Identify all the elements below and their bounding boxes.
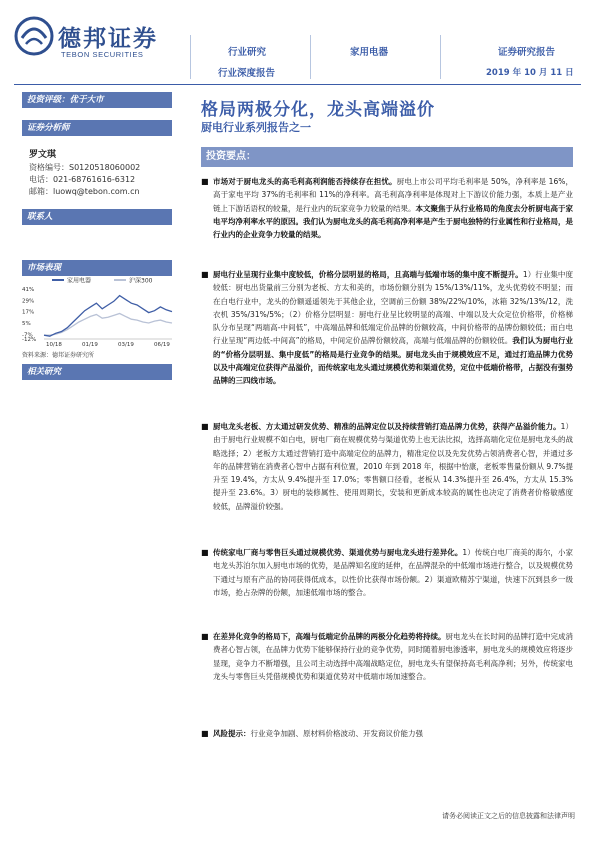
analyst-phone: 电话：021-68761616-6312 <box>29 175 136 184</box>
series-line <box>44 296 172 337</box>
x-tick-label: 03/19 <box>118 342 134 347</box>
key-points-header: 投资要点： <box>201 147 573 167</box>
key-point-bold: 在差异化竞争的格局下，高端与低端定价品牌的两极分化趋势将持续。 <box>213 632 446 641</box>
key-point-1 <box>201 175 573 241</box>
y-tick-label: 41% <box>22 287 35 293</box>
key-point-2 <box>201 268 573 388</box>
key-point-bold: 厨电龙头老板、方太通过研发优势、精准的品牌定位以及持续营销打造品牌力优势，获得产品溢价能力。 <box>213 422 561 431</box>
risk-label: 风险提示： <box>213 729 251 738</box>
y-tick-label: 17% <box>22 309 35 316</box>
y-tick-label: -12% <box>22 337 37 343</box>
chart-source: 资料来源：德邦证券研究所 <box>22 352 95 359</box>
bullet-icon: ■ <box>201 729 209 738</box>
key-point-bold: 厨电行业呈现行业集中度较低，价格分层明显的格局，且高端与低端市场的集中度不断提升。 <box>213 270 523 279</box>
bullet-icon: ■ <box>201 632 209 641</box>
market-performance-chart <box>22 275 177 347</box>
x-tick-label: 10/18 <box>46 342 62 347</box>
key-point-4 <box>201 546 573 599</box>
investment-rating: 投资评级：优于大市 <box>22 92 172 108</box>
header-separator <box>440 35 441 79</box>
report-category: 行业研究 <box>228 47 267 58</box>
series-line <box>44 314 172 336</box>
key-point-bold: 传统家电厂商与零售巨头通过规模优势、渠道优势与厨电龙头进行差异化。 <box>213 548 463 557</box>
y-tick-label: -7% <box>22 332 33 339</box>
key-point-bold: 本文聚焦于从行业格局的角度去分析厨电高于家电平均净利率水平的原因。我们认为厨电龙头的高毛利高净利率是产生于厨电独特的行业属性和行业格局，是行业内的企业竞争力较量的结果。 <box>213 203 573 240</box>
logo-english-text: TEBON SECURITIES <box>61 50 144 59</box>
bullet-icon: ■ <box>201 177 209 186</box>
y-tick-label: 5% <box>22 320 31 327</box>
analyst-email[interactable]: 邮箱：luowq@tebon.com.cn <box>29 187 140 196</box>
logo-chinese-text: 德邦证券 <box>58 25 158 52</box>
report-title: 格局两极分化，龙头高端溢价 <box>201 100 435 120</box>
related-research-header: 相关研究 <box>22 364 172 380</box>
market-section-header: 市场表现 <box>22 260 172 276</box>
key-point-text: 1）传统白电厂商美的海尔，小家电龙头苏泊尔加入厨电市场的优势，是品牌知名度的延伸，在品牌混杂的中低端市场进行整合，以及规模优势下通过与原有产品的协同获得低成本，以性价比获得市场份额。2）渠道欧精苏宁渠道，快速下沉到县乡一级市场，抢占杂牌的份额，加速低端市场的整合。 <box>213 548 574 597</box>
x-tick-label: 01/19 <box>82 342 98 347</box>
key-point-3 <box>201 420 573 513</box>
key-point-text: 厨电上市公司平均毛利率是 50%，净利率是 16%，高于家电平均 37%的毛利率和 11%的净利率。高毛利高净利率是体现对上下游议价能力强，本质上是产业链上下游话语权的较量，是行业内的玩家竞争力较量的结果。 <box>213 177 574 213</box>
key-point-text: 1）由于厨电行业规模不如白电，厨电厂商在规模优势与渠道优势上也无法比拟，选择高端化定位是厨电龙头的战略选择；2）老板方太通过营销打造中高端定位的品牌力，精准定位以及先发优势占领消费者心智，并通过多年的品牌营销在消费者心智中占据有利位置，2010 年到 2018 年，根据中怡康，老板零售量份额从 9.7%提升至 19.4%，方太从 9.4%提升至 17.0%；零售额口径看，老板从 14.3%提升至 26.4%，方太从 15.3%提升至 23.6%。3）厨电的装修属性、使用周期长，安装和更新成本较高的属性也决定了消费者价格敏感度较低，品牌溢价较强。 <box>213 422 574 511</box>
report-date: 2019 年 10 月 11 日 <box>486 68 574 78</box>
company-logo <box>14 10 174 70</box>
bullet-icon: ■ <box>201 270 209 279</box>
legend-label: 家用电器 <box>67 277 92 285</box>
risk-text: 行业竞争加剧、原材料价格波动、开发商议价能力强 <box>250 729 423 738</box>
key-point-bold: 市场对于厨电龙头的高毛利高利润能否持续存在担忧。 <box>213 177 397 186</box>
x-tick-label: 06/19 <box>154 342 170 347</box>
key-point-5 <box>201 630 573 683</box>
bullet-icon: ■ <box>201 548 209 557</box>
key-point-text: 1）行业集中度较低：厨电出货量前三分别为老板、方太和美的，市场份额分别为 15%/13%/11%，龙头优势较不明显；而在白电行业中，龙头的份额遥遥领先于其他企业，空调前三份额 38%/22%/10%，冰箱 32%/13%/12，洗衣机 35%/31%/5%；（2）价格分层明显：厨电行业呈比较明显的高端、中端以及大众定位价格带，价格梯队分布呈现“两端高-中间低”，中高端品牌和低端定价品牌的份额较高，中间价格带的品牌份额较低；而白电行业呈现“两边低-中间高”的格局，中间定价品牌份额较高，高端与低端品牌的份额较低。 <box>213 270 573 346</box>
header-separator <box>310 35 311 79</box>
report-type: 行业深度报告 <box>218 68 276 79</box>
key-point-6-risk <box>201 727 573 740</box>
legend-label: 沪深300 <box>129 277 153 285</box>
analyst-section-header: 证券分析师 <box>22 120 172 136</box>
sector-label: 家用电器 <box>350 47 389 58</box>
footer-disclaimer[interactable]: 请务必阅读正文之后的信息披露和法律声明 <box>442 812 575 820</box>
report-subtitle: 厨电行业系列报告之一 <box>201 121 311 134</box>
header-separator <box>190 35 191 79</box>
key-point-bold: 我们认为厨电行业的“价格分层明显、集中度低”的格局是行业竞争的结果。厨电龙头由于规模效应不足，通过打造品牌力优势以及中高端定位获得产品溢价，而传统家电龙头通过规模优势和渠道优势，定位中低端价格带，占据没有强势品牌的三四线市场。 <box>213 336 574 386</box>
header-rule <box>14 84 581 85</box>
bullet-icon: ■ <box>201 422 209 431</box>
y-tick-label: 29% <box>22 298 35 305</box>
series-label: 证券研究报告 <box>498 47 556 58</box>
analyst-name: 罗文琪 <box>29 150 57 160</box>
chart-svg <box>22 275 177 347</box>
contact-section-header: 联系人 <box>22 209 172 225</box>
analyst-cert: 资格编号：S0120518060002 <box>29 163 141 172</box>
key-point-text: 厨电龙头在长时间的品牌打造中完成消费者心智占领，在品牌力优势下能够保持行业的竞争优势，同时随着厨电渗透率，厨电龙头的规模效应将逐步显现，竞争力不断增强，且公司主动选择中高端战略定位，厨电龙头有望保持高毛利高净利；另外，传统家电龙头与零售巨头凭借规模优势和渠道优势对中低端市场加速整合。 <box>213 632 573 681</box>
logo-mark-icon <box>14 16 54 56</box>
